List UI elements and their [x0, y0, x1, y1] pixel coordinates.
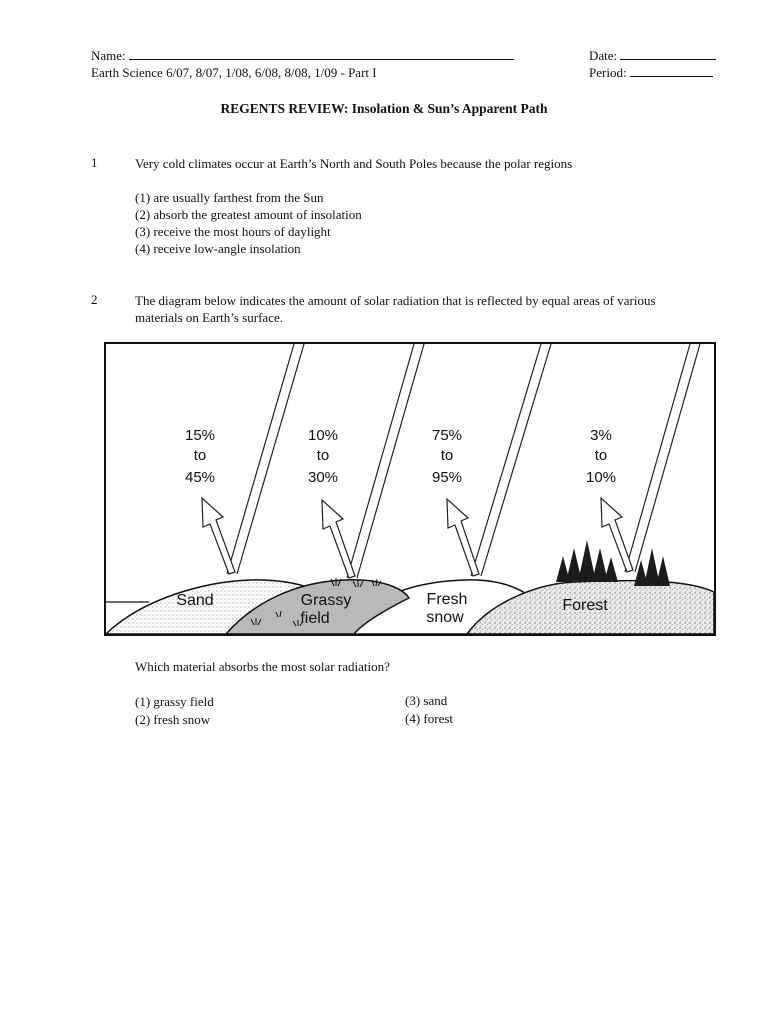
q2-text-line1: The diagram below indicates the amount of solar radiation that is reflected by equal areas of various	[135, 293, 656, 308]
q1-option-1[interactable]: (1) are usually farthest from the Sun	[135, 190, 324, 205]
subject-line: Earth Science 6/07, 8/07, 1/08, 6/08, 8/08, 1/09 - Part I	[91, 65, 377, 80]
snow-pct-l3: 95%	[431, 469, 463, 486]
q1-option-4[interactable]: (4) receive low-angle insolation	[135, 241, 301, 256]
snow-label-l2: snow	[426, 609, 464, 626]
sand-label: Sand	[176, 592, 214, 609]
date-label: Date:	[589, 48, 618, 63]
q1-number: 1	[91, 155, 98, 170]
grass-pct-l3: 30%	[307, 469, 339, 486]
q2-question: Which material absorbs the most solar radiation?	[135, 659, 390, 674]
grass-pct-l2: to	[316, 447, 330, 464]
q2-text-line2: materials on Earth’s surface.	[135, 310, 283, 325]
grass-label-l1: Grassy	[300, 592, 352, 609]
date-blank[interactable]	[620, 48, 716, 60]
q2-option-3[interactable]: (3) sand	[405, 693, 448, 708]
sand-pct-l2: to	[193, 447, 207, 464]
q1-option-3[interactable]: (3) receive the most hours of daylight	[135, 224, 331, 239]
name-label: Name:	[91, 48, 126, 63]
q2-option-2[interactable]: (2) fresh snow	[135, 712, 211, 727]
q1-option-2[interactable]: (2) absorb the greatest amount of insolation	[135, 207, 362, 222]
forest-pct-l2: to	[594, 447, 608, 464]
forest-pct-l1: 3%	[590, 427, 612, 444]
sand-pct-l1: 15%	[184, 427, 216, 444]
q1-text: Very cold climates occur at Earth’s North and South Poles because the polar regions	[135, 156, 573, 171]
forest-pct-l3: 10%	[585, 469, 617, 486]
snow-pct-l1: 75%	[431, 427, 463, 444]
name-field	[91, 48, 514, 64]
name-blank[interactable]	[129, 48, 514, 60]
page-title: REGENTS REVIEW: Insolation & Sun’s Apparent Path	[220, 101, 548, 116]
period-label: Period:	[589, 65, 627, 80]
forest-label: Forest	[562, 597, 608, 614]
grass-label-l2: field	[300, 610, 330, 627]
grass-pct-l1: 10%	[307, 427, 339, 444]
q2-option-1[interactable]: (1) grassy field	[135, 694, 214, 709]
q2-number: 2	[91, 292, 98, 307]
reflection-diagram	[104, 342, 716, 638]
snow-label-l1: Fresh	[426, 591, 468, 608]
period-field	[589, 65, 713, 81]
period-blank[interactable]	[630, 65, 713, 77]
q2-option-4[interactable]: (4) forest	[405, 711, 454, 726]
sand-pct-l3: 45%	[184, 469, 216, 486]
snow-pct-l2: to	[440, 447, 454, 464]
date-field	[589, 48, 716, 64]
